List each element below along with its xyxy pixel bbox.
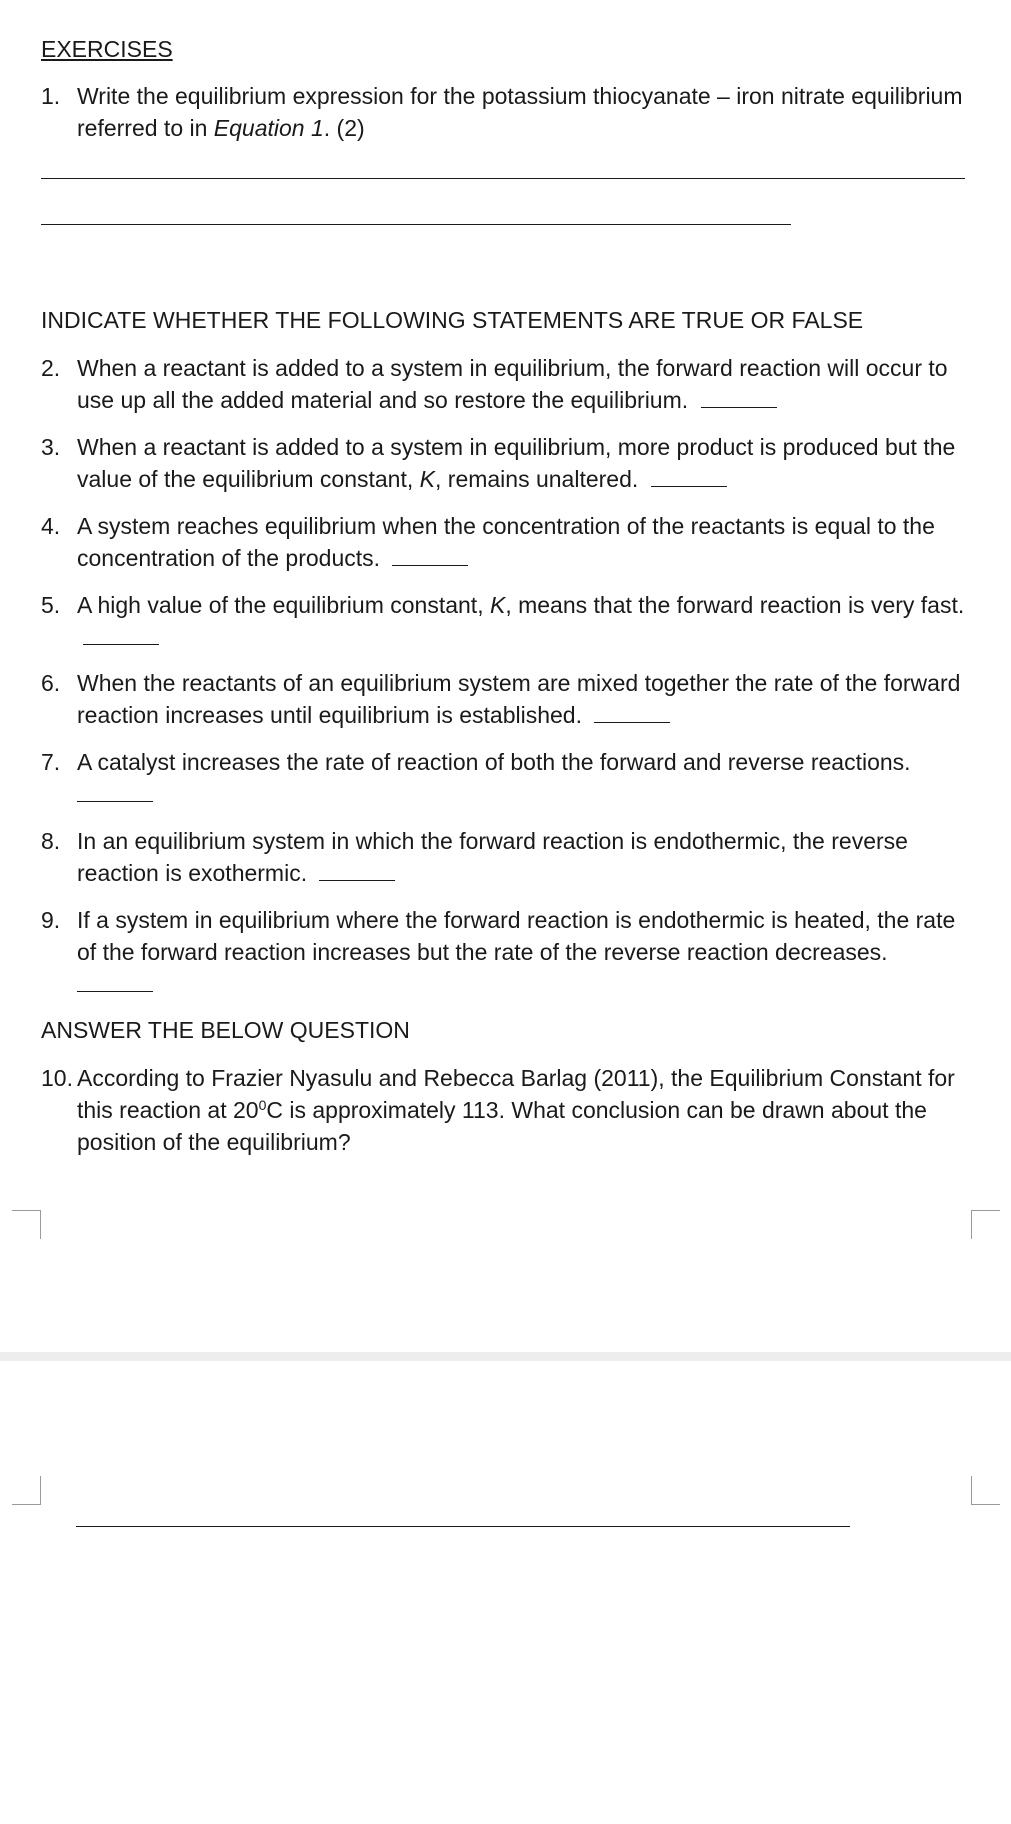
crop-mark (12, 1476, 41, 1505)
question-text: A catalyst increases the rate of reaction of both the forward and reverse reactions. (77, 746, 976, 810)
question-text: In an equilibrium system in which the forward reaction is endothermic, the reverse reaction is exothermic. (77, 828, 908, 886)
answer-blank[interactable] (392, 565, 468, 566)
answer-blank[interactable] (594, 722, 670, 723)
question-text: If a system in equilibrium where the forward reaction is endothermic is heated, the rate of the forward reaction increases but the rate of the reverse reaction decreases. (77, 904, 976, 1000)
crop-mark (971, 1476, 1000, 1505)
answer-heading: ANSWER THE BELOW QUESTION (41, 1017, 410, 1043)
question-9 (41, 904, 976, 1000)
answer-line[interactable] (76, 1526, 850, 1527)
question-text: When the reactants of an equilibrium system are mixed together the rate of the forward reaction increases until equilibrium is established. (77, 670, 961, 728)
answer-blank[interactable] (77, 991, 153, 992)
question-text: A system reaches equilibrium when the concentration of the reactants is equal to the concentration of the products. (77, 513, 935, 571)
answer-blank[interactable] (77, 801, 153, 802)
question-5 (41, 589, 976, 653)
question-number: 6. (41, 670, 61, 696)
question-number: 5. (41, 592, 61, 618)
question-text: Write the equilibrium expression for the potassium thiocyanate – iron nitrate equilibrium referred to in Equation 1. (2) (77, 83, 963, 141)
answer-blank[interactable] (701, 407, 777, 408)
answer-blank[interactable] (83, 644, 159, 645)
true-false-heading: INDICATE WHETHER THE FOLLOWING STATEMENTS ARE TRUE OR FALSE (41, 307, 864, 333)
question-3 (41, 431, 976, 495)
exercises-heading: EXERCISES (41, 36, 173, 62)
question-1 (41, 80, 976, 144)
question-number: 9. (41, 907, 61, 933)
question-7 (41, 746, 976, 810)
answer-blank[interactable] (651, 486, 727, 487)
question-10 (41, 1062, 976, 1158)
question-4 (41, 510, 976, 574)
question-text: When a reactant is added to a system in equilibrium, more product is produced but the value of the equilibrium constant, K, remains unaltered. (77, 434, 956, 492)
crop-mark (971, 1210, 1000, 1239)
question-number: 4. (41, 513, 61, 539)
answer-line[interactable] (41, 178, 965, 179)
question-text: According to Frazier Nyasulu and Rebecca Barlag (2011), the Equilibrium Constant for this reaction at $20^0C$ is approximately 113. What conclusion can be drawn about the position of the equilibrium? (77, 1065, 955, 1155)
page-separator (0, 1352, 1011, 1361)
question-8 (41, 825, 976, 889)
crop-mark (12, 1210, 41, 1239)
question-number: 3. (41, 434, 61, 460)
answer-line[interactable] (41, 224, 791, 225)
question-number: 2. (41, 355, 61, 381)
question-text: A high value of the equilibrium constant, K, means that the forward reaction is very fast. (77, 589, 976, 653)
answer-blank[interactable] (319, 880, 395, 881)
question-2 (41, 352, 976, 416)
question-number: 1. (41, 83, 61, 109)
question-6 (41, 667, 976, 731)
question-number: 7. (41, 749, 61, 775)
question-number: 10. (41, 1065, 73, 1091)
question-number: 8. (41, 828, 61, 854)
question-text: When a reactant is added to a system in equilibrium, the forward reaction will occur to use up all the added material and so restore the equilibrium. (77, 355, 948, 413)
